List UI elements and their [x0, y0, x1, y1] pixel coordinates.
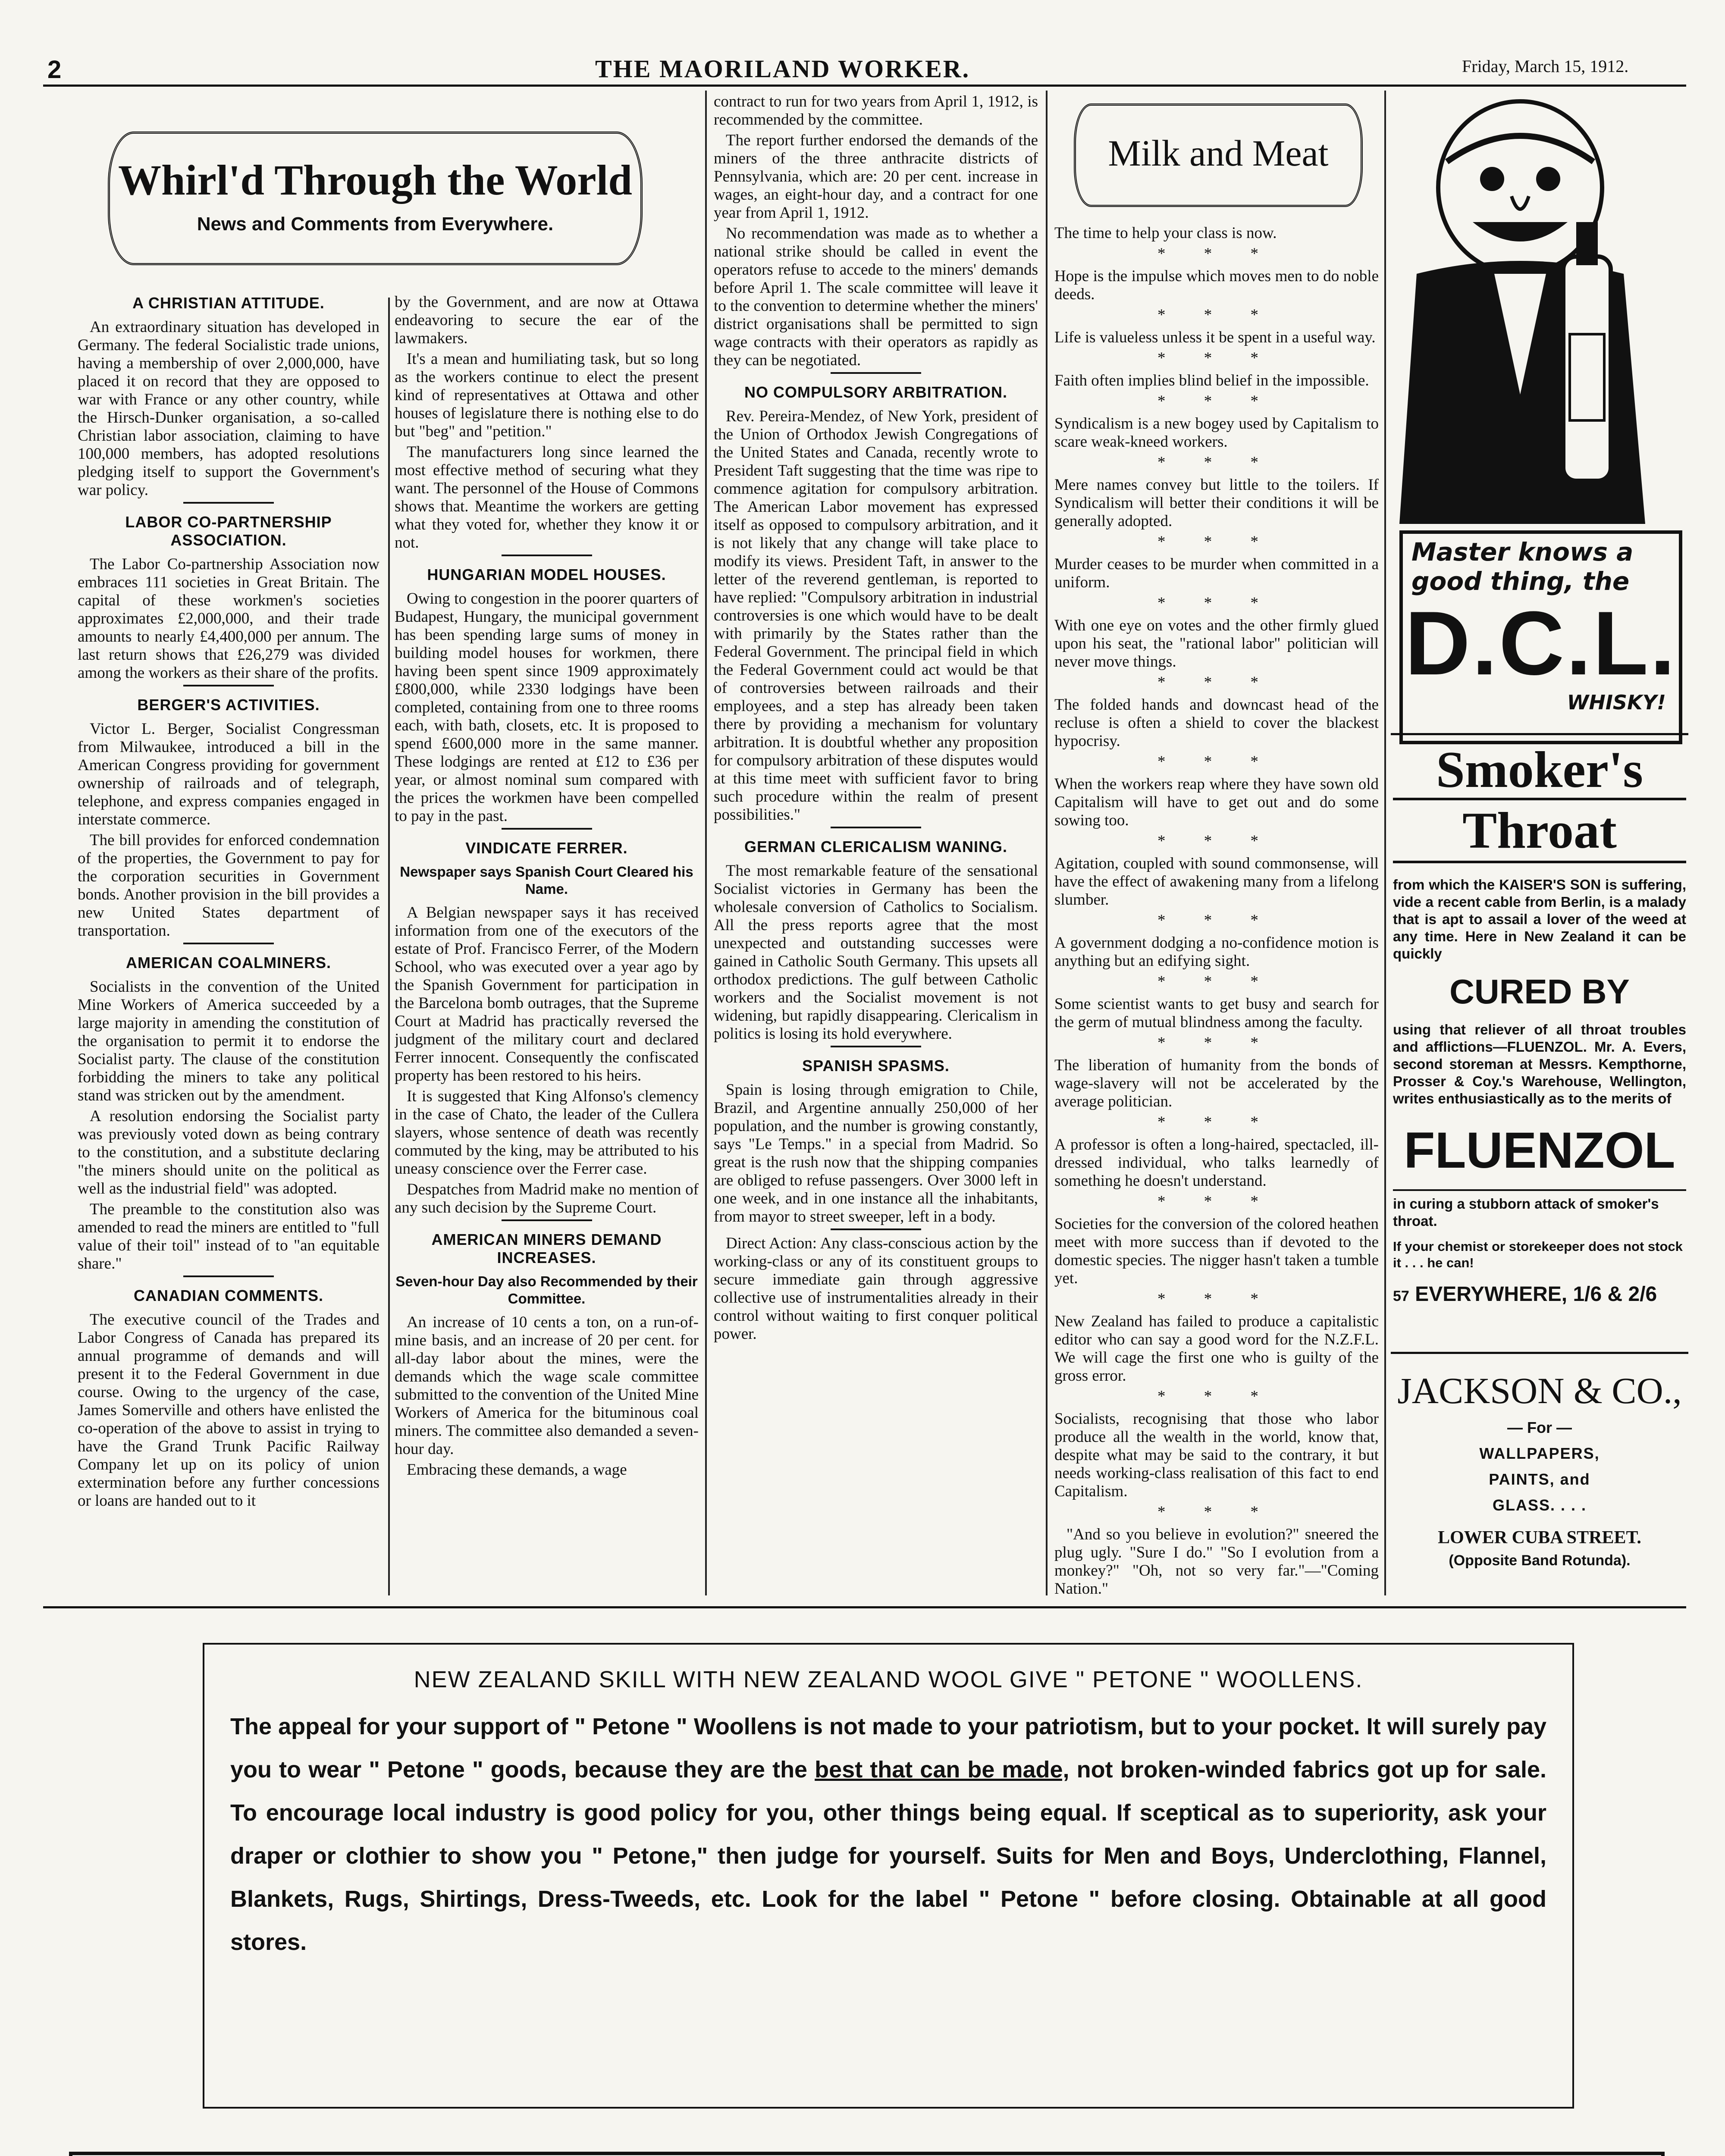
jackson-item: PAINTS, and — [1489, 1470, 1590, 1488]
article-heading: LABOR CO-PARTNERSHIP ASSOCIATION. — [125, 513, 332, 549]
article-paragraph: The Labor Co-partnership Association now embraces 111 societies in Great Britain. The capital of these workmen's societies approximates £2,000,000, and their trade amounts to nearly £4,400,000 per annum. The last return shows that £26,279 was divided among the workers as their share of the profits. — [78, 555, 380, 682]
article-paragraph: Socialists in the convention of the United Mine Workers of America succeeded by a large majority in amending the constitution of the organisation to permit it to endorse the Socialist party. The clause of the constitution forbidding the miners to take any political stand was stricken out by the amendment. — [78, 978, 380, 1104]
column-1 — [78, 285, 380, 1600]
milk-and-meat-title: Milk and Meat — [1108, 132, 1329, 174]
milk-and-meat-item: Mere names convey but little to the toilers. If Syndicalism will better their conditions it will be generally adopted. — [1054, 476, 1379, 530]
article-paragraph: Embracing these demands, a wage — [407, 1461, 627, 1479]
article-paragraph: An extraordinary situation has developed in Germany. The federal Socialistic trade unions, having a membership of over 2,000,000, have placed it on record that they are opposed to war with France or any other country, while the Hirsch-Dunker organisation, a so-called Christian labor association, claiming to have 100,000 members, has adopted resolutions pledging itself to support the Government's war policy. — [78, 318, 380, 499]
article-heading: VINDICATE FERRER. — [465, 839, 628, 857]
milk-and-meat-item: Faith often implies blind belief in the impossible. — [1054, 372, 1369, 389]
column-2 — [395, 293, 699, 1600]
article-paragraph: No recommendation was made as to whether a national strike should be called in event the operators refuse to accede to the miners' demands before April 1. The scale committee will leave it to the convention to determine whether the miners' district organisations shall be permitted to sign wage contracts with their operators as rapidly as they can be negotiated. — [714, 225, 1038, 369]
article-paragraph: The bill provides for enforced condemnation of the properties, the Government to pay for the corporation securities in Government bonds. Another provision in the bill provides a new United States department of transportation. — [78, 831, 380, 940]
article-heading: SPANISH SPASMS. — [802, 1057, 950, 1075]
petone-ad — [203, 1643, 1574, 2109]
ad-divider — [1391, 1352, 1688, 1354]
page-number: 2 — [47, 56, 62, 84]
section-rule — [43, 1606, 1686, 1608]
milk-and-meat-item: Murder ceases to be murder when committed in a uniform. — [1054, 555, 1379, 591]
column-rule — [1384, 91, 1386, 1595]
milk-and-meat-box — [1074, 103, 1363, 207]
star-separator: * * * — [1157, 454, 1276, 471]
article-heading: AMERICAN MINERS DEMAND INCREASES. — [431, 1231, 662, 1266]
article-paragraph: A resolution endorsing the Socialist party was previously voted down as being contrary to the constitution, and a substitute declaring "the miners should unite on the political as well as the industrial field" was adopted. — [78, 1107, 380, 1197]
milk-and-meat-item: Syndicalism is a new bogey used by Capitalism to scare weak-kneed workers. — [1054, 415, 1379, 451]
petone-body-part1: The appeal for your support of " Petone " Woollens is not made to your patriotism, but to your pocket. It will surely pay you to wear " Petone " goods, because they are the — [230, 1714, 1546, 1783]
article-paragraph: The manufacturers long since learned the most effective method of securing what they want. The personnel of the House of Commons shows that. Meantime the workers are getting what they voted for, whether they know it or not. — [395, 443, 699, 552]
milk-and-meat-item: New Zealand has failed to produce a capitalistic editor who can say a good word for the N.Z.F.L. We will cage the first one who is guilty of the gross error. — [1054, 1313, 1379, 1385]
milk-and-meat-item: When the workers reap where they have sown old Capitalism will have to get out and do some sowing too. — [1054, 775, 1379, 829]
article-heading: CANADIAN COMMENTS. — [134, 1287, 323, 1304]
article-paragraph: Rev. Pereira-Mendez, of New York, president of the Union of Orthodox Jewish Congregations of the United States and Canada, recently wrote to President Taft suggesting that the time was ripe to commence agitation for compulsory arbitration. The American Labor movement has expressed itself as opposed to compulsory arbitration, and it is not likely that any change will take place to modify its views. President Taft, in answer to the letter of the reverend gentleman, is reported to have replied: "Compulsory arbitration in industrial controversies is one which would have to be dealt with primarily by the States rather than the Federal Government. The principal field in which the Federal Government could act would be that of controversies between railroads and their employees, and a step has already been taken there by providing a mechanism for voluntary arbitration. It is doubtful whether any proposition for compulsory arbitration of these disputes would at this time meet with sufficient favor to bring such procedure within the realm of present possibilities." — [714, 407, 1038, 824]
star-separator: * * * — [1157, 1388, 1276, 1405]
ad-divider — [1391, 733, 1688, 735]
star-separator: * * * — [1157, 392, 1276, 410]
chemist-text: If your chemist or storekeeper does not stock it . . . he can! — [1393, 1239, 1683, 1270]
milk-and-meat-item: A professor is often a long-haired, spectacled, ill-dressed individual, who talks learnedly of something he doesn't understand. — [1054, 1136, 1379, 1190]
dcl-line2: good thing, the — [1411, 567, 1630, 596]
fluenzol-text: in curing a stubborn attack of smoker's throat. — [1393, 1189, 1686, 1230]
article-subheading: Newspaper says Spanish Court Cleared his Name. — [400, 864, 693, 897]
dcl-brand: D.C.L. — [1405, 592, 1677, 694]
column-3 — [714, 93, 1038, 1600]
masthead-title: THE MAORILAND WORKER. — [595, 55, 970, 83]
price-text: EVERYWHERE, 1/6 & 2/6 — [1415, 1283, 1657, 1306]
star-separator: * * * — [1157, 533, 1276, 551]
feature-title-box — [108, 132, 643, 265]
divider — [502, 1219, 592, 1221]
star-separator: * * * — [1157, 1193, 1276, 1210]
jackson-item: GLASS. . . . — [1492, 1496, 1587, 1514]
divider — [831, 1046, 921, 1047]
divider — [183, 943, 274, 944]
article-paragraph: Direct Action: Any class-conscious action by the working-class or any of its constituent groups to secure immediate gain through aggressive collective use of instrumentalities already in their control without waiting to first conquer political power. — [714, 1235, 1038, 1343]
milk-and-meat-item: Hope is the impulse which moves men to do noble deeds. — [1054, 267, 1379, 303]
article-paragraph: Despatches from Madrid make no mention of any such decision by the Supreme Court. — [395, 1181, 699, 1216]
star-separator: * * * — [1157, 245, 1276, 263]
smokers-heading: Smoker's — [1436, 741, 1643, 798]
article-paragraph: Spain is losing through emigration to Chile, Brazil, and Argentine annually 250,000 of her population, and the number is growing constantly, says "Le Temps." in a special from Madrid. So great is the rush now that the shipping companies are obliged to refuse passengers. Over 3000 left in one week, and in one instance all the inhabitants, from mayor to street sweeper, left in a body. — [714, 1081, 1038, 1225]
feature-title: Whirl'd Through the World — [118, 156, 633, 204]
petone-body — [230, 1705, 1546, 1964]
milk-and-meat-item: The liberation of humanity from the bonds of wage-slavery will not be accelerated by the average politician. — [1054, 1056, 1379, 1110]
article-paragraph: Victor L. Berger, Socialist Congressman from Milwaukee, introduced a bill in the American Congress providing for government ownership of railroads and of telegraph, telephone, and express companies engaged in interstate commerce. — [78, 720, 380, 828]
divider — [183, 685, 274, 686]
article-paragraph: The most remarkable feature of the sensational Socialist victories in Germany has been the wholesale conversion of Catholics to Socialism. All the press reports agree that the most unexpected and outstanding successes were gained in Catholic South Germany. This upsets all orthodox predictions. The gulf between Catholic workers and the Socialist movement is not widening, but rapidly disappearing. Clericalism in politics is losing its hold everywhere. — [714, 862, 1038, 1043]
article-paragraph: contract to run for two years from April 1, 1912, is recommended by the committee. — [714, 93, 1038, 128]
article-paragraph: The report further endorsed the demands of the miners of the three anthracite districts of Pennsylvania, which are: 20 per cent. increase in wages, an eight-hour day, and a contract for one year from April 1, 1912. — [714, 132, 1038, 222]
divider — [502, 555, 592, 556]
jackson-for: — For — — [1507, 1419, 1572, 1436]
article-paragraph: It's a mean and humiliating task, but so long as the workers continue to elect the present kind of representatives at Ottawa and other houses of legislature there is nothing else to do but "beg" and "petition." — [395, 350, 699, 440]
dcl-panel — [1399, 530, 1682, 744]
cured-by-heading: CURED BY — [1449, 972, 1630, 1011]
milk-and-meat-item: Socialists, recognising that those who labor produce all the wealth in the world, know that, despite what may be said to the contrary, it but needs working-class realisation of this fact to end Capitalism. — [1054, 1410, 1379, 1500]
article-heading: A CHRISTIAN ATTITUDE. — [132, 294, 325, 312]
article-paragraph: The preamble to the constitution also was amended to read the miners are entitled to "full value of their toil" instead of to "an equitable share." — [78, 1200, 380, 1272]
article-paragraph: A Belgian newspaper says it has received information from one of the executors of the estate of Prof. Francisco Ferrer, of the Modern School, who was executed over a year ago by the Spanish Government for participation in the Barcelona bomb outrages, that the Supreme Court at Madrid has practically reversed the judgment of the military court and declared Ferrer innocent. Consequently the confiscated property has been restored to his heirs. — [395, 904, 699, 1084]
star-separator: * * * — [1157, 594, 1276, 612]
article-heading: NO COMPULSORY ARBITRATION. — [744, 383, 1007, 401]
jackson-name: JACKSON & CO., — [1397, 1370, 1682, 1411]
price-lead: 57 — [1393, 1288, 1409, 1304]
star-separator: * * * — [1157, 832, 1276, 850]
article-paragraph: Owing to congestion in the poorer quarters of Budapest, Hungary, the municipal government has been spending large sums of money in building model houses for workmen, there having been spent since 1909 approximately £800,000, while 2330 lodgings have been completed, containing from one to three rooms each, with bath, closets, etc. It is proposed to spend £600,000 more in the same manner. These lodgings are rented at £12 to £36 per year, or almost nominal sum compared with the prices the workmen have been compelled to pay in the past. — [395, 590, 699, 825]
star-separator: * * * — [1157, 912, 1276, 929]
milk-and-meat-item: A government dodging a no-confidence motion is anything but an edifying sight. — [1054, 934, 1379, 970]
column-rule — [1046, 91, 1048, 1595]
divider — [831, 827, 921, 828]
divider — [831, 1228, 921, 1230]
star-separator: * * * — [1157, 753, 1276, 771]
jackson-item: WALLPAPERS, — [1479, 1445, 1600, 1462]
star-separator: * * * — [1157, 1290, 1276, 1308]
star-separator: * * * — [1157, 1034, 1276, 1052]
milk-and-meat-item: Some scientist wants to get busy and search for the germ of mutual blindness among the faculty. — [1054, 995, 1379, 1031]
waiter-illustration — [1391, 93, 1688, 524]
dcl-whisky: WHISKY! — [1567, 691, 1666, 714]
petone-body-part2: not broken-winded fabrics got up for sale. To encourage local industry is good policy for you, other things being equal. If sceptical as to superiority, ask your draper or clothier to show you " Petone," then judge for yourself. Suits for Men and Boys, Underclothing, Flannel, Blankets, Rugs, Shirtings, Dress-Tweeds, etc. Look for the label " Petone " before closing. Obtainable at all good stores. — [230, 1757, 1547, 1955]
article-subheading: Seven-hour Day also Recommended by their Committee. — [395, 1273, 698, 1307]
article-heading: BERGER'S ACTIVITIES. — [137, 696, 320, 714]
amber-tips-ad — [69, 2152, 1665, 2156]
milk-and-meat-item: The time to help your class is now. — [1054, 224, 1277, 242]
milk-and-meat-item: Agitation, coupled with sound commonsense, will have the effect of awakening many from a lifelong slumber. — [1054, 855, 1379, 909]
star-separator: * * * — [1157, 674, 1276, 691]
cured-text: using that reliever of all throat troubles and afflictions—FLUENZOL. Mr. A. Evers, second storeman at Messrs. Kempthorne, Prosser & Coy.'s Warehouse, Wellington, writes enthusiastically as to the merits of — [1393, 1022, 1686, 1106]
star-separator: * * * — [1157, 1503, 1276, 1521]
feature-subtitle: News and Comments from Everywhere. — [197, 213, 554, 235]
dcl-line1: Master knows a — [1411, 537, 1634, 567]
masthead-rule — [43, 85, 1686, 87]
fluenzol-heading: FLUENZOL — [1404, 1122, 1675, 1179]
column-rule — [388, 298, 390, 1595]
milk-and-meat-item: With one eye on votes and the other firmly glued upon his seat, the "rational labor" politician will never move things. — [1054, 617, 1379, 671]
article-paragraph: It is suggested that King Alfonso's clemency in the case of Chato, the leader of the Cullera slayers, whose sentence of death was recently commuted by the king, may be attributed to his uneasy conscience over the Ferrer case. — [395, 1087, 699, 1178]
star-separator: * * * — [1157, 973, 1276, 990]
milk-and-meat-item: Societies for the conversion of the colored heathen meet with more success than if devoted to the domestic species. The nigger hasn't taken a tumble yet. — [1054, 1215, 1379, 1287]
throat-text: from which the KAISER'S SON is suffering, vide a recent cable from Berlin, is a malady that is apt to assail a lover of the weed at any time. Here in New Zealand it can be quickly — [1393, 877, 1686, 962]
article-heading: HUNGARIAN MODEL HOUSES. — [427, 566, 666, 583]
jackson-ad — [1393, 1358, 1686, 1600]
article-heading: GERMAN CLERICALISM WANING. — [744, 838, 1007, 856]
article-paragraph: by the Government, and are now at Ottawa endeavoring to secure the ear of the lawmakers. — [395, 293, 699, 347]
price-line — [1393, 1282, 1686, 1306]
milk-and-meat-item: The folded hands and downcast head of the recluse is often a shield to cover the blackest hypocrisy. — [1054, 696, 1379, 750]
jackson-address: LOWER CUBA STREET. — [1438, 1528, 1641, 1548]
milk-and-meat-last: "And so you believe in evolution?" sneered the plug ugly. "Sure I do." "So I evolution from a monkey?" "Oh, not so very far."—"Coming Nation." — [1054, 1526, 1379, 1598]
divider — [183, 1275, 274, 1277]
column-rule — [705, 91, 707, 1595]
star-separator: * * * — [1157, 349, 1276, 367]
star-separator: * * * — [1157, 306, 1276, 324]
fluenzol-ad — [1393, 737, 1686, 1350]
star-separator: * * * — [1157, 1113, 1276, 1131]
column-4 — [1054, 224, 1379, 1600]
masthead-date: Friday, March 15, 1912. — [1462, 56, 1629, 76]
throat-heading: Throat — [1393, 798, 1686, 863]
jackson-opposite: (Opposite Band Rotunda). — [1449, 1552, 1631, 1569]
milk-and-meat-item: Life is valueless unless it be spent in a useful way. — [1054, 329, 1376, 346]
article-paragraph: The executive council of the Trades and Labor Congress of Canada has prepared its annual programme of demands and will present it to the Federal Government in due course. Owing to the urgency of the case, James Somerville and others have enlisted the co-operation of the above to assist in trying to have the Grand Trunk Pacific Railway Company let up on its policy of union extermination before any further concessions or loans are handed out to it — [78, 1311, 380, 1510]
article-paragraph: An increase of 10 cents a ton, on a run-of-mine basis, and an increase of 20 per cent. for all-day labor about the mines, were the demands which the wage scale committee submitted to the convention of the United Mine Workers of America for the bituminous coal miners. The committee also demanded a seven-hour day. — [395, 1313, 699, 1458]
article-heading: AMERICAN COALMINERS. — [126, 954, 331, 971]
divider — [502, 828, 592, 830]
petone-headline: NEW ZEALAND SKILL WITH NEW ZEALAND WOOL GIVE " PETONE " WOOLLENS. — [414, 1667, 1363, 1692]
dcl-whisky-ad — [1391, 93, 1688, 748]
divider — [831, 372, 921, 374]
divider — [183, 502, 274, 504]
petone-underlined: best that can be made, — [815, 1757, 1070, 1783]
